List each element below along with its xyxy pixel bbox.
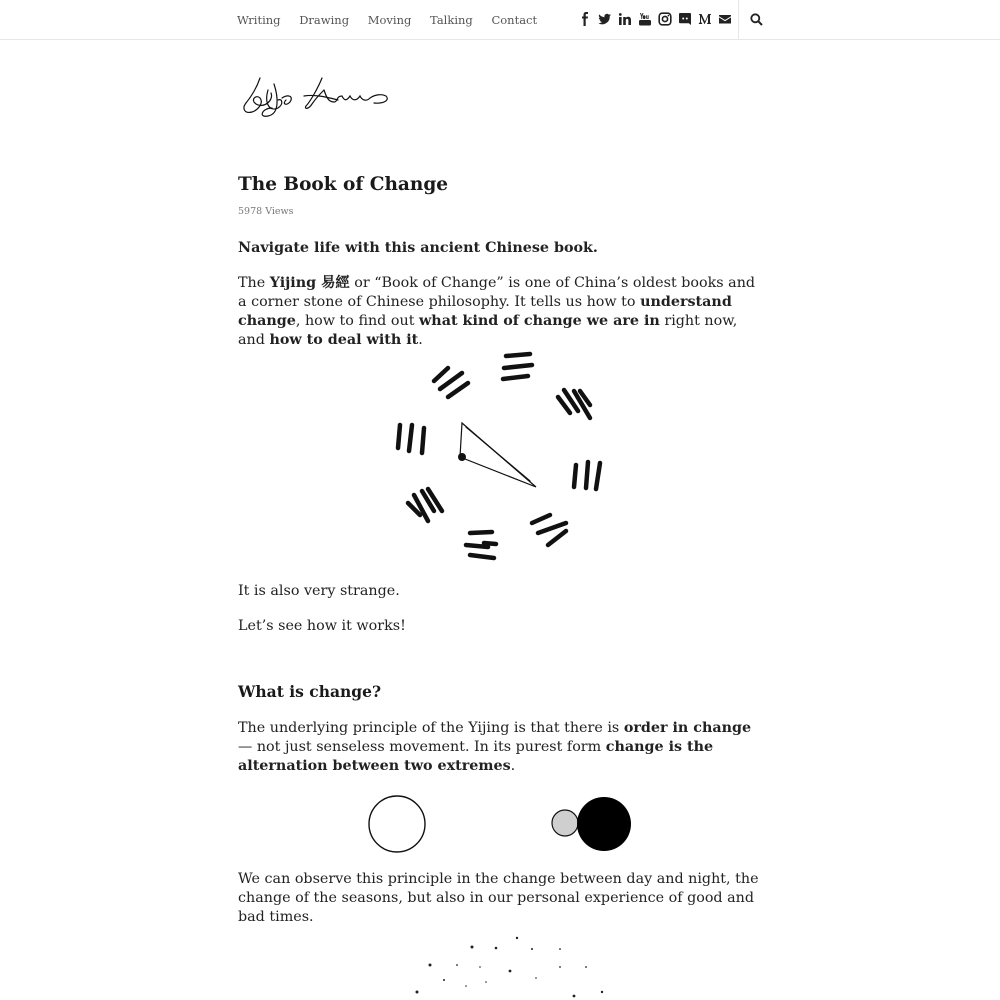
page-title: The Book of Change — [238, 174, 449, 195]
header-divider — [738, 0, 739, 39]
dots-illustration — [400, 930, 620, 1000]
text-span: . — [418, 332, 423, 348]
email-icon[interactable] — [718, 12, 732, 26]
text-span: , how to find out — [295, 313, 419, 329]
yin-yang-circles — [360, 790, 650, 860]
medium-icon[interactable] — [698, 12, 712, 26]
search-icon[interactable] — [750, 13, 763, 26]
section-heading: What is change? — [238, 682, 382, 701]
text-span: . — [510, 758, 516, 774]
text-span: The — [238, 275, 270, 291]
nav-item-writing[interactable]: Writing — [237, 13, 281, 27]
social-links — [578, 12, 732, 26]
signature-logo[interactable] — [238, 70, 398, 126]
text-span: The underlying principle of the Yijing is that there is — [238, 720, 624, 736]
bold-text: how to deal with it — [269, 332, 419, 348]
linkedin-icon[interactable] — [618, 12, 632, 26]
nav-item-moving[interactable]: Moving — [367, 13, 412, 27]
paragraph-strange — [238, 582, 763, 601]
bold-text: Yijing 易經 — [269, 275, 350, 291]
lead-text: Navigate life with this ancient Chinese book. — [238, 240, 598, 256]
discord-icon[interactable] — [678, 12, 692, 26]
nav-item-talking[interactable]: Talking — [430, 13, 473, 27]
youtube-icon[interactable] — [638, 12, 652, 26]
stalks-illustration — [390, 345, 620, 570]
paragraph-observe — [238, 870, 763, 927]
intro-paragraph — [238, 274, 763, 350]
bold-text: change is the alternation between two extremes — [238, 739, 714, 774]
lead-paragraph — [238, 239, 763, 258]
paragraph-text: We can observe this principle in the change between day and night, the change of the seasons, but also in our personal experience of good and bad times. — [238, 871, 759, 925]
bold-text: understand change — [238, 294, 732, 329]
top-bar — [0, 0, 1000, 40]
paragraph-principle — [238, 719, 763, 776]
instagram-icon[interactable] — [658, 12, 672, 26]
text-span: — not just senseless movement. In its purest form — [238, 739, 606, 755]
twitter-icon[interactable] — [598, 12, 612, 26]
nav-item-drawing[interactable]: Drawing — [299, 13, 350, 27]
paragraph-text: Let’s see how it works! — [238, 618, 406, 634]
main-nav — [237, 13, 552, 27]
facebook-icon[interactable] — [578, 12, 592, 26]
bold-text: what kind of change we are in — [419, 313, 660, 329]
paragraph-how — [238, 617, 763, 636]
text-span: right now, and — [238, 313, 738, 348]
view-count: 5978 Views — [238, 206, 294, 217]
text-span: or “Book of Change” is one of China’s oldest books and a corner stone of Chinese philosophy. It tells us how to — [238, 275, 756, 310]
bold-text: order in change — [623, 720, 752, 736]
nav-item-contact[interactable]: Contact — [491, 13, 538, 27]
paragraph-text: It is also very strange. — [238, 583, 400, 599]
